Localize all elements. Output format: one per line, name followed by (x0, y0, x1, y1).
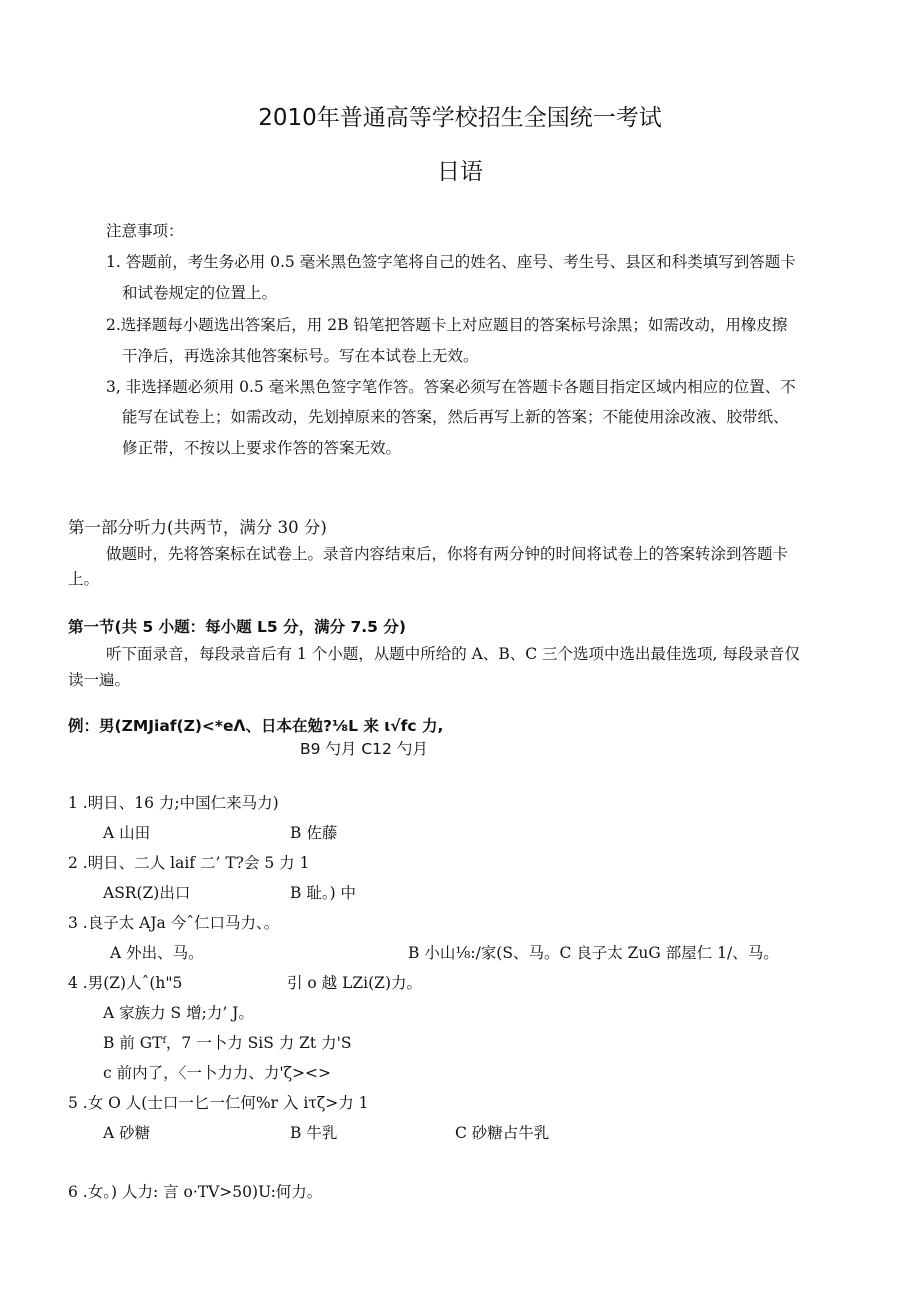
question-stem: 3 .良子太 AJa 今ˆ仁口马力、。 (68, 914, 280, 932)
answer-option: B 耻。) 中 (290, 884, 357, 902)
answer-option: B 前 GTᶠ，7 一卜力 SiS 力 Zt 力'S (103, 1034, 352, 1052)
part1-instruction: 上。 (68, 570, 100, 588)
notice-line: 2.选择题每小题选出答案后，用 2B 铅笔把答题卡上对应题目的答案标号涂黑；如需改动，用橡皮擦 (106, 316, 788, 334)
question-stem: 4 .男(Z)人ˆ(h"5 (68, 974, 183, 992)
part1-heading: 第一部分听力(共两节，满分 30 分) (68, 518, 327, 537)
notice-line: 修正带，不按以上要求作答的答案无效。 (122, 439, 402, 457)
example-options: B9 勺月 C12 勺月 (300, 740, 428, 758)
notice-line: 能写在试卷上；如需改动，先划掉原来的答案，然后再写上新的答案；不能使用涂改液、胶带纸、 (122, 408, 789, 426)
question-stem: 1 .明日、16 力;中国仁来马力) (68, 794, 279, 812)
answer-option: ASR(Z)出口 (103, 884, 191, 902)
answer-option: c 前内了，〈一卜力力、力'ζ><> (103, 1064, 331, 1082)
answer-option: B 牛乳 (290, 1124, 338, 1142)
notice-line: 干净后，再选涂其他答案标号。写在本试卷上无效。 (122, 347, 479, 365)
section1-heading: 第一节(共 5 小题：每小题 L5 分，满分 7.5 分) (68, 618, 406, 636)
answer-option: A 家族力 S 增;力’ J。 (103, 1004, 254, 1022)
answer-option: C 砂糖占牛乳 (455, 1124, 550, 1142)
part1-instruction: 做题时，先将答案标在试卷上。录音内容结束后，你将有两分钟的时间将试卷上的答案转涂到答题卡 (106, 545, 789, 563)
question-stem: 引 o 越 LZi(Z)力。 (287, 974, 422, 992)
example-line: 例：男(ZMJiaf(Z)<*eΛ、日本在勉?⅛L 来 ι√fc 力, (68, 717, 444, 735)
section1-instruction: 听下面录音，每段录音后有 1 个小题，从题中所给的 A、B、C 三个选项中选出最佳选项, 每段录音仅 (106, 645, 800, 663)
notice-line: 3, 非选择题必须用 0.5 毫米黑色签字笔作答。答案必须写在答题卡各题目指定区域内相应的位置、不 (106, 378, 796, 396)
notice-line: 和试卷规定的位置上。 (122, 284, 278, 302)
question-stem: 2 .明日、二人 laif 二’ T?会 5 力 1 (68, 854, 310, 872)
answer-option: B 小山⅛:/家(S、马。C 良子太 ZuG 部屋仁 1/、马。 (408, 944, 779, 962)
exam-title: 2010年普通高等学校招生全国统一考试 (258, 105, 662, 131)
notice-heading: 注意事项： (106, 222, 184, 240)
subject-title: 日语 (437, 159, 483, 185)
section1-instruction: 读一遍。 (68, 671, 131, 689)
notice-line: 1. 答题前，考生务必用 0.5 毫米黑色签字笔将自己的姓名、座号、考生号、县区和科类填写到答题卡 (106, 253, 796, 271)
answer-option: A 砂糖 (103, 1124, 151, 1142)
question-stem: 5 .女 O 人(士口一匕一仁何%r 入 iτζ>力 1 (68, 1094, 369, 1112)
answer-option: A 山田 (103, 824, 151, 842)
question-stem: 6 .女。) 人力: 言 o·TV>50)U:何力。 (68, 1183, 323, 1201)
answer-option: B 佐藤 (290, 824, 338, 842)
answer-option: A 外出、马。 (110, 944, 204, 962)
